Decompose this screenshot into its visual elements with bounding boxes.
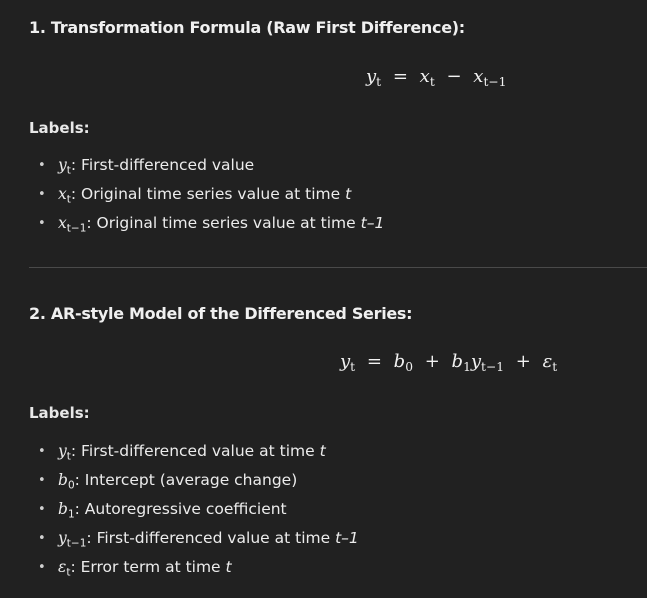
label-subscript: 0	[67, 479, 75, 492]
section-divider	[29, 267, 647, 268]
label-text: : Intercept (average change)	[74, 471, 298, 489]
label-symbol: ε	[58, 558, 67, 576]
formula-operator: =	[366, 351, 382, 372]
section1-label-list	[0, 151, 384, 238]
label-subscript: t	[66, 164, 71, 177]
label-symbol: y	[58, 156, 67, 174]
label-subscript: 1	[67, 508, 75, 521]
formula-symbol: x	[473, 66, 484, 87]
label-time: t	[319, 442, 326, 460]
label-time: t–1	[360, 214, 385, 232]
formula-subscript: 0	[405, 359, 413, 374]
formula-subscript: t−1	[483, 74, 507, 89]
list-item	[0, 553, 359, 582]
formula-symbol: y	[470, 351, 482, 372]
label-text: : First-differenced value at time	[70, 442, 320, 460]
label-time: t	[345, 185, 352, 203]
ar-model-formula	[340, 351, 557, 372]
label-symbol: x	[58, 185, 67, 203]
label-time: t–1	[335, 529, 359, 547]
formula-subscript: t−1	[481, 359, 504, 374]
label-text: : Autoregressive coefficient	[74, 500, 287, 518]
list-item	[0, 437, 359, 466]
formula-operator: +	[424, 351, 440, 372]
label-text: : Original time series value at time	[86, 214, 361, 232]
list-item	[0, 209, 384, 238]
label-subscript: t−1	[66, 222, 87, 235]
formula-symbol: y	[366, 66, 377, 87]
label-symbol: b	[58, 500, 68, 518]
section2-labels-heading: Labels:	[29, 404, 90, 422]
label-text: : First-differenced value at time	[86, 529, 336, 547]
label-symbol: y	[58, 442, 67, 460]
formula-subscript: t	[429, 74, 435, 89]
label-text: : First-differenced value	[70, 156, 255, 174]
formula-symbol: ε	[542, 351, 553, 372]
label-subscript: t−1	[66, 537, 87, 550]
difference-formula	[366, 66, 506, 87]
label-time: t	[225, 558, 232, 576]
label-subscript: t	[66, 193, 71, 206]
list-item	[0, 151, 384, 180]
label-symbol: y	[58, 529, 67, 547]
formula-operator: +	[515, 351, 531, 372]
section1-heading: 1. Transformation Formula (Raw First Difference):	[29, 18, 465, 37]
label-text: : Error term at time	[70, 558, 226, 576]
list-item	[0, 524, 359, 553]
list-item	[0, 466, 359, 495]
label-text: : Original time series value at time	[70, 185, 346, 203]
list-item	[0, 180, 384, 209]
label-subscript: t	[66, 566, 71, 579]
formula-symbol: y	[340, 351, 351, 372]
list-item	[0, 495, 359, 524]
formula-subscript: 1	[463, 359, 471, 374]
section2-label-list	[0, 437, 359, 582]
label-symbol: b	[58, 471, 68, 489]
section2-heading: 2. AR-style Model of the Differenced Series:	[29, 304, 413, 323]
formula-symbol: x	[419, 66, 430, 87]
label-symbol: x	[58, 214, 67, 232]
formula-operator: =	[392, 66, 408, 87]
section1-labels-heading: Labels:	[29, 119, 90, 137]
formula-operator: −	[446, 66, 462, 87]
formula-subscript: t	[350, 359, 356, 374]
formula-subscript: t	[376, 74, 382, 89]
formula-symbol: b	[451, 351, 464, 372]
label-subscript: t	[66, 450, 71, 463]
formula-symbol: b	[393, 351, 406, 372]
formula-subscript: t	[552, 359, 558, 374]
